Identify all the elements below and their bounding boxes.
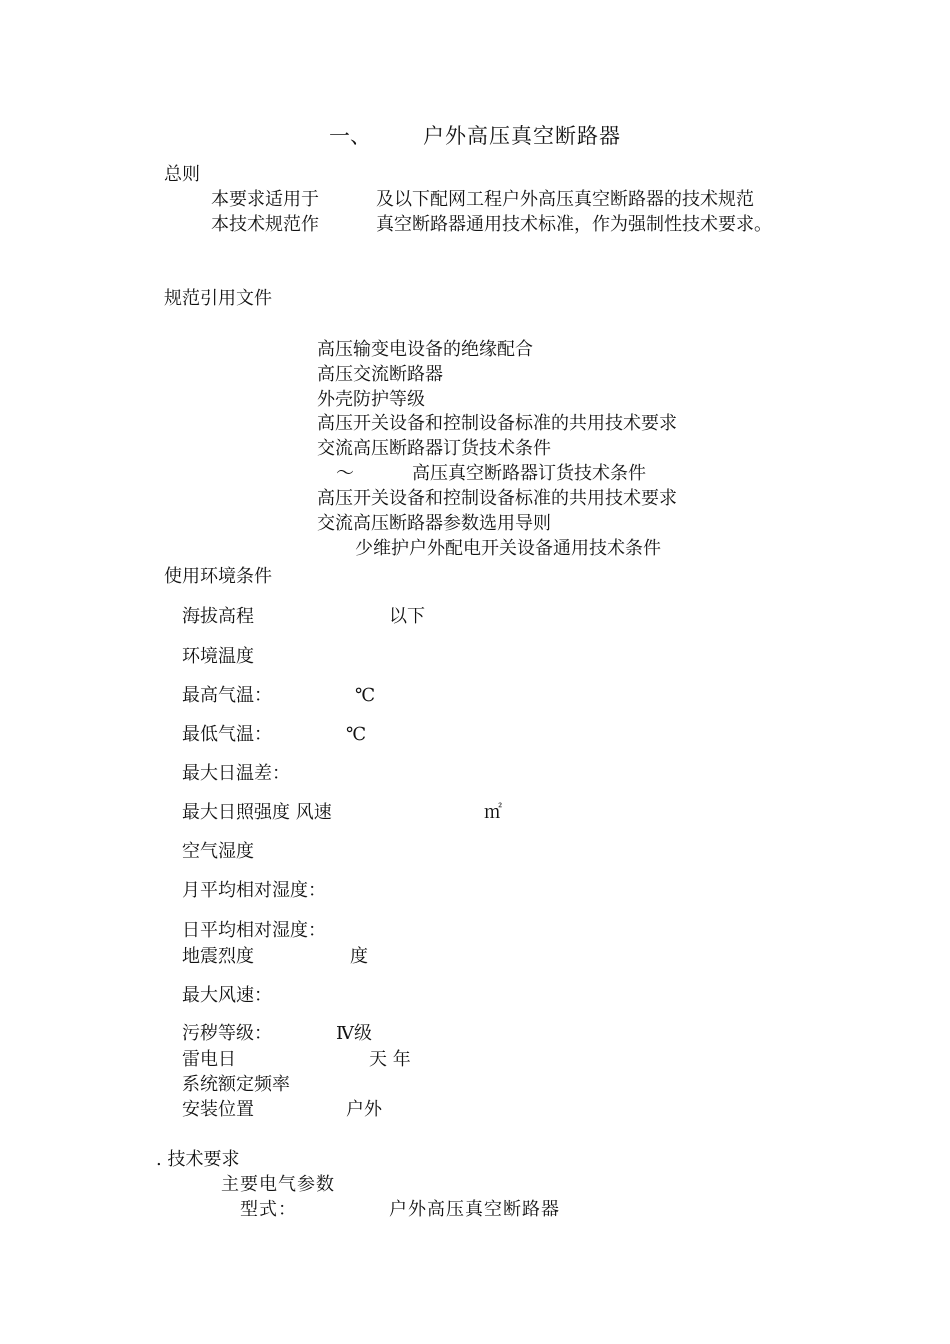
ref-item: 高压开关设备和控制设备标准的共用技术要求 (317, 413, 677, 434)
env-sun-value: ㎡ (484, 802, 502, 823)
env-freq-label: 系统额定频率 (182, 1074, 290, 1095)
tech-subheading: 主要电气参数 (221, 1174, 335, 1195)
env-wind-label: 最大风速： (182, 985, 272, 1006)
env-max-temp-value: ℃ (355, 685, 376, 706)
tech-heading: . 技术要求 (156, 1149, 240, 1170)
env-max-temp-label: 最高气温： (182, 685, 272, 706)
ref-item: 高压交流断路器 (317, 364, 443, 385)
env-min-temp-value: ℃ (346, 724, 367, 745)
env-humidity-label: 空气湿度 (182, 841, 254, 862)
env-heading: 使用环境条件 (164, 566, 272, 587)
general-line1-part2: 及以下配网工程户外高压真空断路器的技术规范 (376, 189, 754, 210)
ref-item: 交流高压断路器订货技术条件 (317, 438, 551, 459)
env-pollution-label: 污秽等级： (182, 1023, 272, 1044)
env-max-diff-label: 最大日温差： (182, 763, 290, 784)
env-quake-value: 度 (350, 946, 368, 967)
ref-item: 高压真空断路器订货技术条件 (412, 463, 646, 484)
env-day-humidity-label: 日平均相对湿度： (182, 920, 326, 941)
tech-type-value: 户外高压真空断路器 (389, 1199, 560, 1220)
title-number: 一、 (329, 124, 371, 148)
env-altitude-value: 以下 (389, 606, 425, 627)
env-thunder-value: 天 年 (369, 1049, 411, 1070)
general-line1-part1: 本要求适用于 (211, 189, 319, 210)
env-month-humidity-label: 月平均相对湿度： (182, 880, 326, 901)
env-sun-label: 最大日照强度 风速 (182, 802, 332, 823)
general-line2-part2: 真空断路器通用技术标准，作为强制性技术要求。 (376, 214, 772, 235)
refs-heading: 规范引用文件 (164, 288, 272, 309)
page-title: 户外高压真空断路器 (423, 124, 621, 148)
general-heading: 总则 (164, 164, 200, 185)
env-pollution-value: Ⅳ级 (336, 1023, 372, 1044)
env-install-value: 户外 (346, 1099, 382, 1120)
ref-item: 外壳防护等级 (317, 389, 425, 410)
tech-type-label: 型式： (240, 1199, 297, 1220)
env-install-label: 安装位置 (182, 1099, 254, 1120)
env-quake-label: 地震烈度 (182, 946, 254, 967)
ref-item: 高压输变电设备的绝缘配合 (317, 339, 533, 360)
ref-tilde: ～ (336, 463, 354, 484)
env-thunder-label: 雷电日 (182, 1049, 236, 1070)
env-min-temp-label: 最低气温： (182, 724, 272, 745)
general-line2-part1: 本技术规范作 (211, 214, 319, 235)
env-altitude-label: 海拔高程 (182, 606, 254, 627)
ref-item: 少维护户外配电开关设备通用技术条件 (355, 538, 661, 559)
ref-item: 交流高压断路器参数选用导则 (317, 513, 551, 534)
env-temp-label: 环境温度 (182, 646, 254, 667)
ref-item: 高压开关设备和控制设备标准的共用技术要求 (317, 488, 677, 509)
